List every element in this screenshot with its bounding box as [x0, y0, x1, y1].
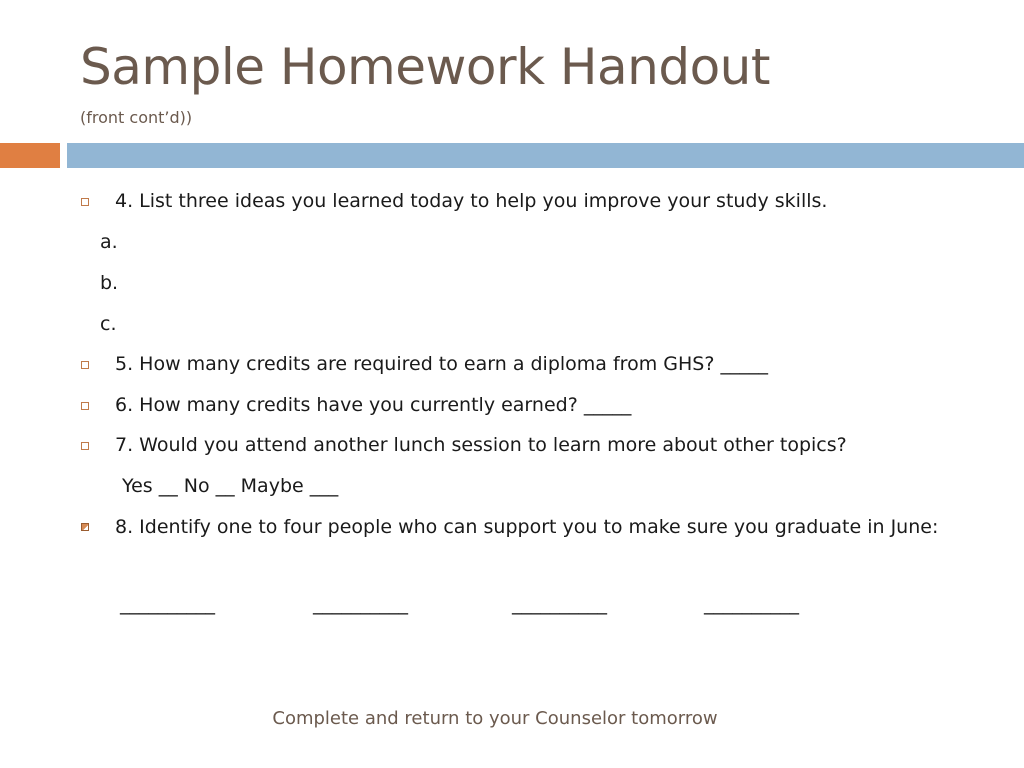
answer-blank-2: __________ [313, 593, 408, 615]
accent-bar-blue [67, 143, 1024, 168]
question-4: 4. List three ideas you learned today to help you improve your study skills. [115, 190, 828, 212]
footer-note: Complete and return to your Counselor tomorrow [272, 708, 718, 729]
square-bullet-icon [81, 361, 89, 369]
answer-label-b: b. [100, 272, 119, 294]
answer-label-a: a. [100, 231, 118, 253]
square-bullet-icon [81, 442, 89, 450]
question-8: 8. Identify one to four people who can support you to make sure you graduate in June: [115, 516, 939, 538]
question-6: 6. How many credits have you currently earned? _____ [115, 394, 632, 416]
question-7: 7. Would you attend another lunch session to learn more about other topics? [115, 434, 847, 456]
accent-bar-orange [0, 143, 60, 168]
answer-label-c: c. [100, 313, 117, 335]
question-7-options: Yes __ No __ Maybe ___ [122, 475, 339, 497]
answer-blank-4: __________ [704, 593, 799, 615]
slide-title: Sample Homework Handout [80, 38, 770, 96]
square-bullet-icon [81, 402, 89, 410]
answer-blank-1: __________ [120, 593, 215, 615]
square-bullet-filled-icon [81, 523, 89, 531]
square-bullet-icon [81, 198, 89, 206]
answer-blank-3: __________ [512, 593, 607, 615]
slide-subtitle: (front cont’d)) [80, 108, 193, 127]
question-5: 5. How many credits are required to earn a diploma from GHS? _____ [115, 353, 768, 375]
